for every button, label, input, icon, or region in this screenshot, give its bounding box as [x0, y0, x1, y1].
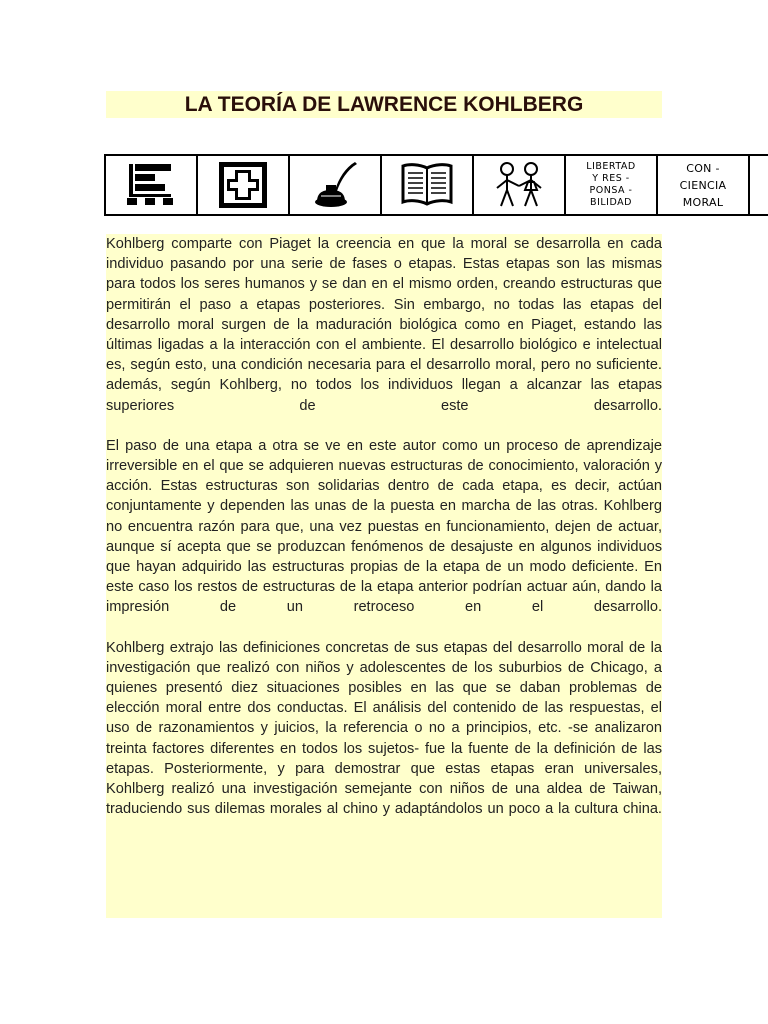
paragraph-2: El paso de una etapa a otra se ve en este autor como un proceso de aprendizaje irreversible en el que se adquieren nuevas estructuras de conocimiento, valoración y acción. Estas estructuras son solidarias dentro de cada etapa, es decir, actúan conjuntamente y dependen las unas de la puesta en marcha de las otras. Kohlberg no encuentra razón para que, una vez puestas en funcionamiento, dejen de actuar, aunque sí acepta que se produzcan fenómenos de desajuste en algunos individuos que hayan adquirido las estructuras propias de la etapa de un modo deficiente. En este caso los restos de estructuras de la etapa anterior podrían actuar aún, dando la impresión de un retroceso en el desarrollo. [106, 437, 662, 616]
nav-conciencia-line-1: CON - [686, 161, 720, 175]
nav-book[interactable] [382, 156, 474, 214]
nav-libertad-line-3: PONSA - [589, 185, 633, 196]
nav-conciencia-moral[interactable] [658, 156, 750, 214]
children-holding-hands-icon [491, 160, 547, 210]
icon-nav-bar [104, 154, 768, 216]
nav-libertad-line-2: Y RES - [592, 173, 630, 184]
page-title: LA TEORÍA DE LAWRENCE KOHLBERG [106, 91, 662, 118]
org-chart-icon [125, 162, 177, 208]
nav-org-chart[interactable] [106, 156, 198, 214]
nav-red-cross[interactable] [198, 156, 290, 214]
paragraph-3: Kohlberg extrajo las definiciones concretas de sus etapas del desarrollo moral de la investigación que realizó con niños y adolescentes de los suburbios de Chicago, a quienes presentó diez situaciones posibles en las que se daban problemas de elección moral entre dos conductas. El análisis del contenido de las respuestas, el uso de razonamientos y juicios, la referencia o no a principios, etc. -se analizaron treinta factores diferentes en todos los sujetos- fue la fuente de la definición de las etapas. Posteriormente, y para demostrar que estas etapas eran universales, Kohlberg realizó una investigación semejante con niños de una aldea de Taiwan, traduciendo sus dilemas morales al chino y adaptándolos un poco a la cultura china. [106, 639, 662, 818]
nav-conciencia-line-2: CIENCIA [679, 178, 727, 192]
nav-inkwell[interactable] [290, 156, 382, 214]
inkwell-quill-icon [309, 160, 361, 210]
nav-conciencia-line-3: MORAL [682, 195, 724, 209]
nav-libertad-line-4: BILIDAD [590, 197, 632, 208]
nav-children[interactable] [474, 156, 566, 214]
open-book-icon [399, 162, 455, 208]
red-cross-icon [217, 160, 269, 210]
article-body [106, 234, 662, 918]
paragraph-1: Kohlberg comparte con Piaget la creencia en que la moral se desarrolla en cada individuo pasando por una serie de fases o etapas. Estas etapas son las mismas para todos los seres humanos y se dan en el mismo orden, creando estructuras que permitirán el paso a etapas posteriores. Sin embargo, no todas las etapas del desarrollo moral surgen de la maduración biológica como en Piaget, estando las últimas ligadas a la interacción con el ambiente. El desarrollo biológico e intelectual es, según esto, una condición necesaria para el desarrollo moral, pero no suficiente. además, según Kohlberg, no todos los individuos llegan a alcanzar las etapas superiores de este desarrollo. [106, 236, 662, 414]
nav-libertad-line-1: LIBERTAD [586, 161, 636, 172]
nav-libertad-responsabilidad[interactable] [566, 156, 658, 214]
